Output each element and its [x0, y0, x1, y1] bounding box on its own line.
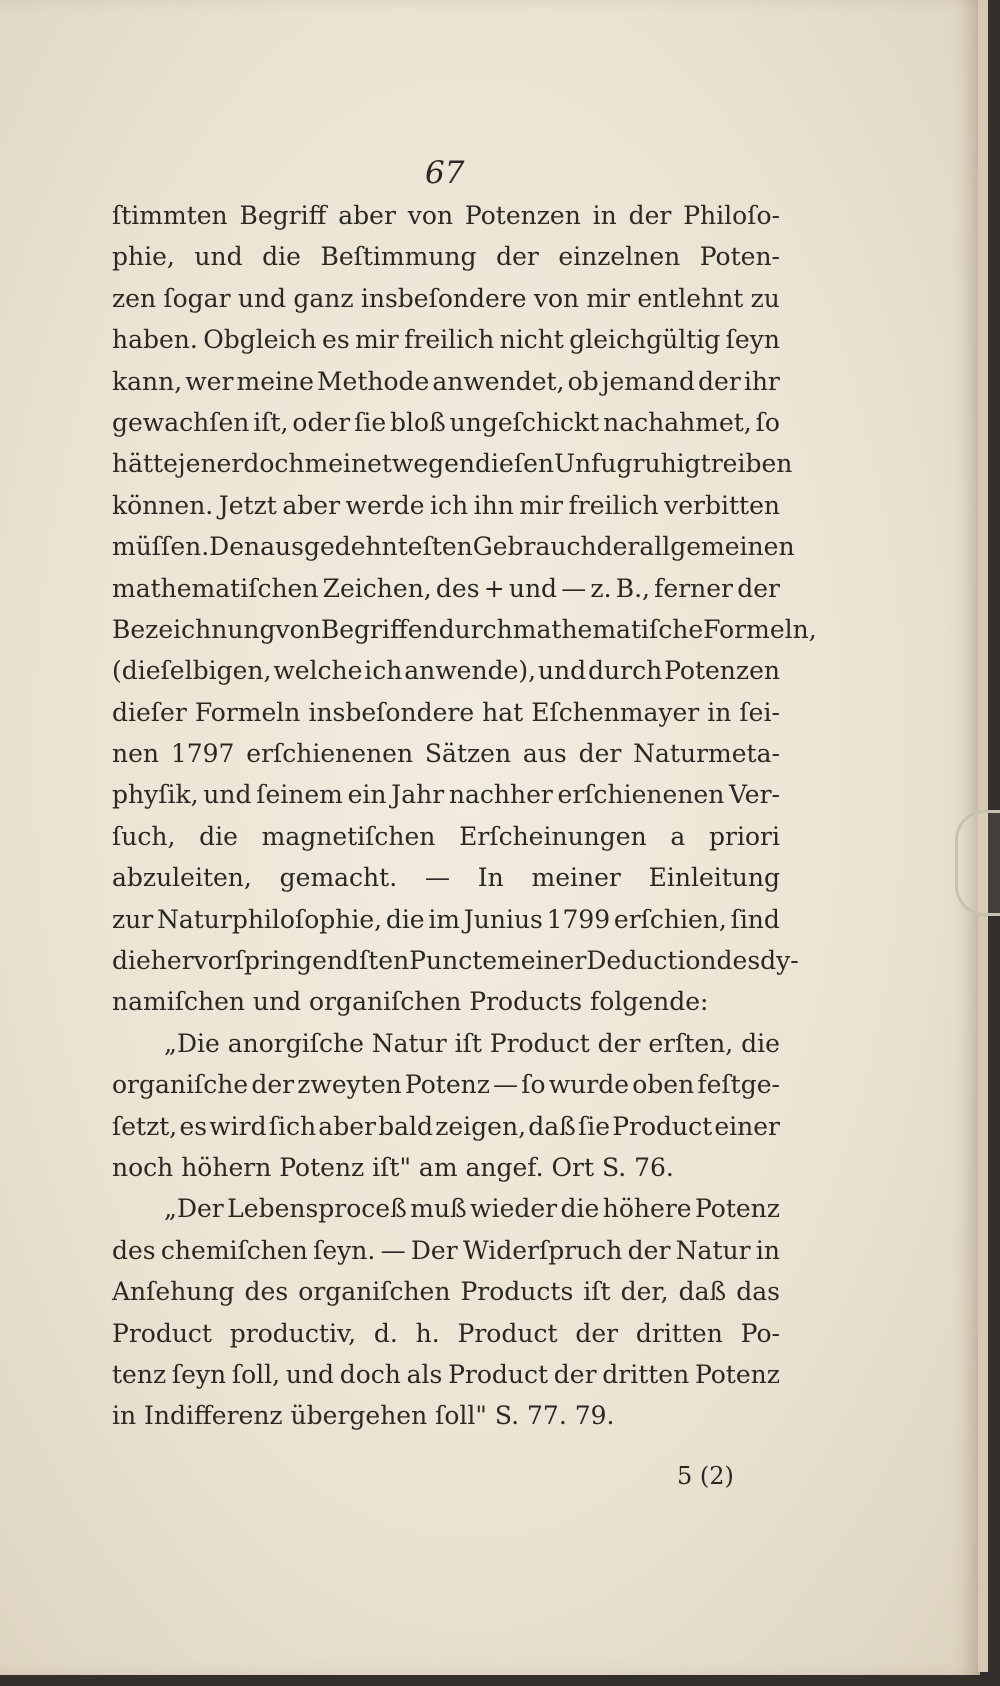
clip-mark — [955, 810, 1000, 916]
text-line — [112, 1064, 780, 1105]
word: In — [477, 863, 504, 893]
word: ſetzt, — [112, 1111, 178, 1141]
word: verbitten — [664, 490, 780, 520]
word: organiſchen — [298, 1277, 451, 1307]
word: 1797 — [170, 739, 235, 769]
word: + — [483, 573, 505, 603]
word: der — [496, 242, 539, 272]
word: allgemeinen — [639, 532, 795, 562]
word: dritten — [602, 1359, 690, 1389]
word: Deduction — [586, 946, 717, 976]
word: entlehnt — [637, 283, 744, 313]
word: dieſer — [112, 697, 187, 727]
word: und — [194, 242, 243, 272]
word: ſie — [354, 407, 387, 437]
word: muß — [410, 1194, 467, 1224]
word: Anſehung — [112, 1277, 235, 1307]
word: ſoll, — [231, 1359, 281, 1389]
word: iſt — [454, 1028, 482, 1058]
word: ſtimmten — [112, 201, 228, 230]
word: ungeſchickt — [449, 407, 600, 437]
text-line: namiſchen und organiſchen Products folgende: — [112, 987, 709, 1017]
word: der — [578, 739, 622, 769]
word: ich — [364, 656, 403, 686]
word: es — [322, 325, 350, 355]
word: ſuch, — [112, 821, 176, 851]
word: insbeſondere — [360, 283, 527, 313]
word: tenz — [112, 1359, 167, 1389]
word: Natur — [371, 1028, 447, 1058]
word: mathematiſchen — [112, 573, 319, 603]
word: feſtge- — [697, 1070, 780, 1100]
word: treiben — [700, 449, 793, 479]
text-line — [112, 1271, 780, 1312]
word: Naturmeta- — [633, 739, 780, 769]
word: phie, — [112, 242, 175, 272]
word: Philoſo- — [683, 201, 780, 230]
word: und — [203, 780, 252, 810]
word: hervorſpringendſten — [150, 946, 410, 976]
text-line — [112, 236, 780, 277]
word: Formeln — [194, 697, 301, 727]
word: in — [707, 697, 732, 727]
text-line — [112, 319, 780, 360]
word: einer — [714, 1111, 780, 1141]
word: nen — [112, 739, 159, 769]
word: die — [741, 1028, 780, 1058]
word: Begriff — [239, 201, 327, 230]
word: Product — [112, 1318, 212, 1348]
word: in — [592, 201, 617, 230]
word: ich — [430, 490, 469, 520]
word: Potenz — [694, 1194, 780, 1224]
word: aber — [318, 1111, 376, 1141]
word: ſo — [521, 1070, 546, 1100]
text-line — [112, 857, 780, 898]
word: doch — [339, 1359, 401, 1389]
word: der — [737, 573, 780, 603]
word: das — [736, 1277, 780, 1307]
word: nachher — [448, 780, 553, 810]
word: Potenz — [694, 1359, 780, 1389]
word: Junius — [463, 904, 543, 934]
text-line — [112, 899, 780, 940]
text-line — [112, 940, 799, 981]
word: durch — [588, 656, 663, 686]
text-line — [112, 1313, 780, 1354]
word: wieder — [470, 1194, 558, 1224]
word: daß — [528, 1111, 576, 1141]
word: bald — [378, 1111, 434, 1141]
word: Puncte — [409, 946, 498, 976]
word: erſchienenen — [246, 739, 414, 769]
text-line — [112, 443, 793, 484]
word: Natur — [675, 1235, 751, 1265]
text-line — [112, 774, 780, 815]
word: meinetwegen — [304, 449, 476, 479]
word: mir — [586, 283, 631, 313]
word: höhere — [602, 1194, 692, 1224]
word: Unfug — [553, 449, 633, 479]
word: productiv, — [229, 1318, 357, 1348]
word: abzuleiten, — [112, 863, 252, 893]
word: durch — [438, 614, 513, 644]
word: Potenzen — [464, 201, 581, 230]
word: daß — [678, 1277, 727, 1307]
word: die — [112, 946, 151, 976]
word: der — [628, 201, 672, 230]
word: der, — [620, 1277, 669, 1307]
word: meiner — [531, 863, 621, 893]
word: von — [275, 614, 321, 644]
word: iſt — [583, 1277, 611, 1307]
word: anorgiſche — [227, 1028, 364, 1058]
word: Methode — [316, 366, 430, 396]
word: ein — [347, 780, 387, 810]
word: Potenzen — [664, 656, 780, 686]
text-line: noch höhern Potenz iſt" am angef. Ort S. 76. — [112, 1152, 674, 1182]
word: 1799 — [546, 904, 611, 934]
word: der — [627, 1235, 671, 1265]
word: als — [406, 1359, 443, 1389]
word: h. — [415, 1318, 440, 1348]
word: (dieſelbigen, — [112, 656, 272, 686]
word: der — [596, 532, 640, 562]
text-line — [112, 568, 780, 609]
word: meiner — [497, 946, 587, 976]
word: — — [424, 863, 450, 893]
word: des — [716, 946, 761, 976]
text-line — [112, 402, 780, 443]
word: Zeichen, — [322, 573, 432, 603]
word: des — [244, 1277, 289, 1307]
word: Erſcheinungen — [459, 821, 647, 851]
word: der — [698, 366, 741, 396]
word: Begriffen — [320, 614, 439, 644]
word: ſo — [755, 407, 780, 437]
word: freilich — [568, 490, 659, 520]
word: der — [251, 1070, 295, 1100]
word: Gebrauch — [472, 532, 597, 562]
word: von — [533, 283, 580, 313]
text-line — [112, 816, 780, 857]
word: Po- — [740, 1318, 780, 1348]
word: im — [428, 904, 461, 934]
word: erſchien, — [613, 904, 727, 934]
word: ob — [567, 366, 599, 396]
text-line — [112, 485, 780, 526]
word: ſogar — [163, 283, 231, 313]
word: Jetzt — [218, 490, 277, 520]
word: a — [670, 821, 686, 851]
word: Obgleich — [203, 325, 317, 355]
word: die — [199, 821, 238, 851]
word: organiſche — [112, 1070, 249, 1100]
word: Jahr — [391, 780, 445, 810]
word: bloß — [390, 407, 446, 437]
word: gewachſen — [112, 407, 250, 437]
word: „Die — [164, 1028, 220, 1058]
word: ſei- — [739, 697, 780, 727]
word: jener — [177, 449, 244, 479]
word: Product — [489, 1028, 590, 1058]
word: oder — [292, 407, 351, 437]
word: und — [237, 283, 287, 313]
word: mathematiſche — [512, 614, 704, 644]
word: — — [380, 1235, 406, 1265]
word: ſeyn. — [313, 1235, 376, 1265]
word: Poten- — [699, 242, 780, 272]
word: und — [285, 1359, 335, 1389]
word: der — [575, 1318, 619, 1348]
word: hat — [482, 697, 524, 727]
word: jemand — [601, 366, 695, 396]
word: chemiſchen — [160, 1235, 308, 1265]
word: Den — [209, 532, 261, 562]
word: oben — [632, 1070, 695, 1100]
word: zweyten — [297, 1070, 402, 1100]
word: und — [508, 573, 558, 603]
word: nicht — [499, 325, 564, 355]
word: Naturphiloſophie, — [156, 904, 383, 934]
word: — — [561, 573, 587, 603]
word: Widerſpruch — [462, 1235, 623, 1265]
word: meine — [236, 366, 314, 396]
word: hätte — [112, 449, 178, 479]
word: Bezeichnung — [112, 614, 276, 644]
text-line — [112, 1230, 780, 1271]
word: haben. — [112, 325, 198, 355]
word: Einleitung — [648, 863, 780, 893]
text-line — [112, 1023, 780, 1064]
page-number: 67 — [425, 155, 465, 191]
word: mir — [355, 325, 399, 355]
text-line — [112, 1354, 780, 1395]
word: Product — [448, 1359, 549, 1389]
word: priori — [709, 821, 780, 851]
word: Product — [612, 1111, 713, 1141]
word: des — [112, 1235, 156, 1265]
text-line — [112, 692, 780, 733]
word: ihn — [473, 490, 514, 520]
word: zeigen, — [435, 1111, 527, 1141]
word: Product — [457, 1318, 558, 1348]
word: erſchienenen — [557, 780, 725, 810]
word: aber — [338, 201, 396, 230]
word: einzelnen — [558, 242, 681, 272]
word: ſie — [577, 1111, 611, 1141]
word: zen — [112, 283, 157, 313]
word: ausgedehnteſten — [260, 532, 473, 562]
word: Eſchenmayer — [531, 697, 700, 727]
word: zu — [750, 283, 780, 313]
word: es — [179, 1111, 208, 1141]
word: ganz — [293, 283, 354, 313]
word: phyſik, — [112, 780, 199, 810]
text-line — [112, 526, 795, 567]
word: kann, — [112, 366, 183, 396]
text-line — [112, 1106, 780, 1147]
text-line — [112, 195, 780, 236]
word: gleichgültig — [569, 325, 721, 355]
word: werde — [345, 490, 425, 520]
word: z. — [590, 573, 612, 603]
word: und — [537, 656, 587, 686]
word: ſeinem — [256, 780, 343, 810]
word: dieſen — [475, 449, 554, 479]
word: die — [262, 242, 301, 272]
word: der — [597, 1028, 641, 1058]
word: erſten, — [648, 1028, 734, 1058]
word: „Der — [164, 1194, 224, 1224]
word: anwendet, — [432, 366, 565, 396]
text-line — [112, 609, 817, 650]
text-line — [112, 733, 780, 774]
word: Der — [410, 1235, 458, 1265]
word: ſeyn — [171, 1359, 227, 1389]
word: Beſtimmung — [320, 242, 477, 272]
word: magnetiſchen — [261, 821, 436, 851]
word: iſt, — [253, 407, 289, 437]
word: B., — [615, 573, 650, 603]
word: mir — [519, 490, 564, 520]
word: — — [493, 1070, 519, 1100]
body-text — [112, 195, 817, 1437]
word: müſſen. — [112, 532, 210, 562]
word: doch — [243, 449, 305, 479]
word: nachahmet, — [603, 407, 752, 437]
word: Products — [460, 1277, 574, 1307]
text-line — [112, 1188, 780, 1229]
word: können. — [112, 490, 214, 520]
word: anwende), — [404, 656, 537, 686]
word: Formeln, — [703, 614, 817, 644]
text-line: in Indifferenz übergehen ſoll" S. 77. 79. — [112, 1401, 615, 1431]
word: die — [560, 1194, 600, 1224]
word: freilich — [404, 325, 495, 355]
word: welche — [273, 656, 363, 686]
word: ſeyn — [725, 325, 780, 355]
word: wurde — [548, 1070, 630, 1100]
text-line — [112, 278, 780, 319]
word: gemacht. — [279, 863, 398, 893]
word: insbeſondere — [308, 697, 475, 727]
word: in — [755, 1235, 780, 1265]
word: der — [553, 1359, 597, 1389]
word: ſich — [268, 1111, 317, 1141]
text-line — [112, 650, 780, 691]
word: d. — [373, 1318, 398, 1348]
word: ihr — [743, 366, 780, 396]
word: aber — [282, 490, 341, 520]
word: dritten — [635, 1318, 723, 1348]
word: des — [435, 573, 480, 603]
text-line — [112, 361, 780, 402]
word: dy- — [760, 946, 799, 976]
word: ruhig — [632, 449, 701, 479]
word: Lebensproceß — [227, 1194, 407, 1224]
word: ſind — [730, 904, 780, 934]
word: Ver- — [729, 780, 780, 810]
word: aus — [522, 739, 567, 769]
word: wer — [185, 366, 234, 396]
word: die — [385, 904, 425, 934]
word: von — [407, 201, 454, 230]
word: Potenz — [404, 1070, 490, 1100]
word: ferner — [654, 573, 734, 603]
word: wird — [209, 1111, 267, 1141]
signature-mark: 5 (2) — [677, 1462, 734, 1490]
word: zur — [112, 904, 154, 934]
word: Sätzen — [424, 739, 512, 769]
